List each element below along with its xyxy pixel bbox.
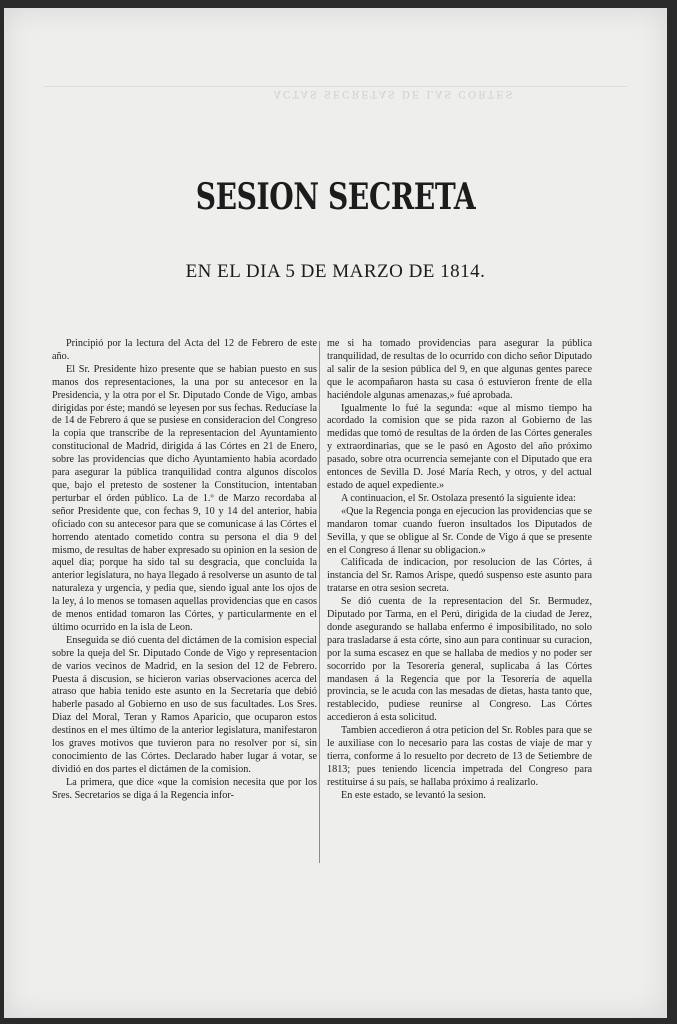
- paragraph: Principió por la lectura del Acta del 12 de Febrero de este año.: [52, 338, 317, 362]
- paragraph: me si ha tomado providencias para asegurar la pública tranquilidad, de resultas de lo ocurrido con dicho señor Diputado al salir de la sesion pública del 9, en que algunas gentes parece que le acompañaron hasta su casa ó estuvieron frente de ella haciéndole algunas amenazas,» fué aprobada.: [327, 338, 592, 401]
- paragraph: Tambien accedieron á otra peticion del Sr. Robles para que se le auxiliase con lo necesario para las costas de viaje de mar y tierra, conforme á lo resuelto por decreto de 13 de Setiembre de 1813; pues teniendo licencia impetrada del Congreso para restituirse á su país, se hallaba próximo á realizarlo.: [327, 725, 592, 788]
- bleed-through-rule: [44, 86, 627, 87]
- session-date-subtitle: EN EL DIA 5 DE MARZO DE 1814.: [185, 261, 486, 282]
- bleed-through-header: ACTAS SECRETAS DE LAS CÓRTES: [273, 88, 515, 99]
- paragraph: «Que la Regencia ponga en ejecucion las providencias que se mandaron tomar cuando fueron insultados los Diputados de Sevilla, y que se obligue al Sr. Conde de Vigo á que se presente en el Congreso á llenar su obligacion.»: [327, 505, 592, 556]
- paragraph: Se dió cuenta de la representacion del Sr. Bermudez, Diputado por Tarma, en el Perú, dirigida de la ciudad de Jerez, donde asegurando se hallaba enfermo é imposibilitado, no solo para trasladarse á esta córte, sino aun para continuar su curacion, por la suma escasez en que se hallaba de medios y no poder ser socorrido por la Tesorería general, suplicaba á las Córtes mandasen á la Regencia que por la Tesorería de aquella provincia, se le acuda con las mesadas de dietas, hasta tanto que, restablecido, pudiese reunirse al Congreso. Las Córtes accedieron á esta solicitud.: [327, 596, 592, 724]
- paragraph: Igualmente lo fué la segunda: «que al mismo tiempo ha acordado la comision que se pida razon al Gobierno de las medidas que tomó de resultas de la órden de las Córtes generales y extraordinarias, que se le pasó en Agosto del año próximo pasado, sobre otra ocurrencia semejante con el Diputado que era entonces de Sevilla D. José María Rech, y otros, y del actual estado de aquel expediente.»: [327, 402, 592, 491]
- right-column: [327, 338, 592, 803]
- paragraph: La primera, que dice «que la comision necesita que por los Sres. Secretarios se diga á la Regencia infor-: [52, 776, 317, 801]
- page-title: SESION SECRETA: [195, 176, 476, 218]
- paragraph: Calificada de indicacion, por resolucion de las Córtes, á instancia del Sr. Ramos Arispe, quedó suspenso este asunto para tratarse en otra sesion secreta.: [327, 557, 592, 595]
- paragraph: Enseguida se dió cuenta del dictámen de la comision especial sobre la queja del Sr. Diputado Conde de Vigo y representacion de varios vecinos de Madrid, en la sesion del 12 de Febrero. Puesta á discusion, se hicieron varias observaciones acerca del atraso que habia tenido este asunto en la Secretaría que debió haberle pasado al Gobierno en uso de sus facultades. Los Sres. Diaz del Moral, Teran y Ramos Aparicio, que ocuparon estos destinos en el mes último de la anterior legislatura, manifestaron los graves motivos que tuvieron para no resolver por sí, sin conocimiento de las Córtes. Declarado haber lugar á votar, se dividió en dos partes el dictámen de la comision.: [52, 634, 317, 775]
- left-column: [52, 338, 317, 803]
- paragraph: El Sr. Presidente hizo presente que se habian puesto en sus manos dos representaciones, la una por su antecesor en la Presidencia, y la otra por el Sr. Diputado Conde de Vigo, ambas dirigidas por éste; mandó se leyesen por sus fechas. Reducíase la de 14 de Febrero á que se pusiese en consideracion del Congreso la copia que transcribe de la representacion del Ayuntamiento constitucional de Madrid, dirigida á las Córtes en 21 de Enero, sobre las providencias que dicho Ayuntamiento habia acordado para asegurar la pública tranquilidad contra algunos díscolos que, bajo el pretesto de sostener la Constitucion, intentaban perturbar el órden público. La de 1.º de Marzo recordaba al señor Presidente que, con fechas 9, 10 y 14 del anterior, habia oficiado con su antecesor para que se comunicase á las Córtes el horrendo atentado cometido contra su persona el dia 9 del mismo, de resultas de haber expresado su opinion en la sesion de aquel dia; porque ha sido tal su desgracia, que concluida la anterior legislatura, no haya llegado á resolverse un asunto de tal naturaleza y urgencia, y pedia que, siendo igual ante los ojos de la ley, á lo menos se tomasen aquellas providencias que en casos de menos entidad tomaron las Córtes, y particularmente en el último ocurrido en la isla de Leon.: [52, 363, 317, 633]
- paragraph: A continuacion, el Sr. Ostolaza presentó la siguiente idea:: [341, 492, 576, 504]
- document-page: [4, 8, 667, 1018]
- paragraph: En este estado, se levantó la sesion.: [341, 789, 486, 801]
- column-divider: [319, 341, 320, 863]
